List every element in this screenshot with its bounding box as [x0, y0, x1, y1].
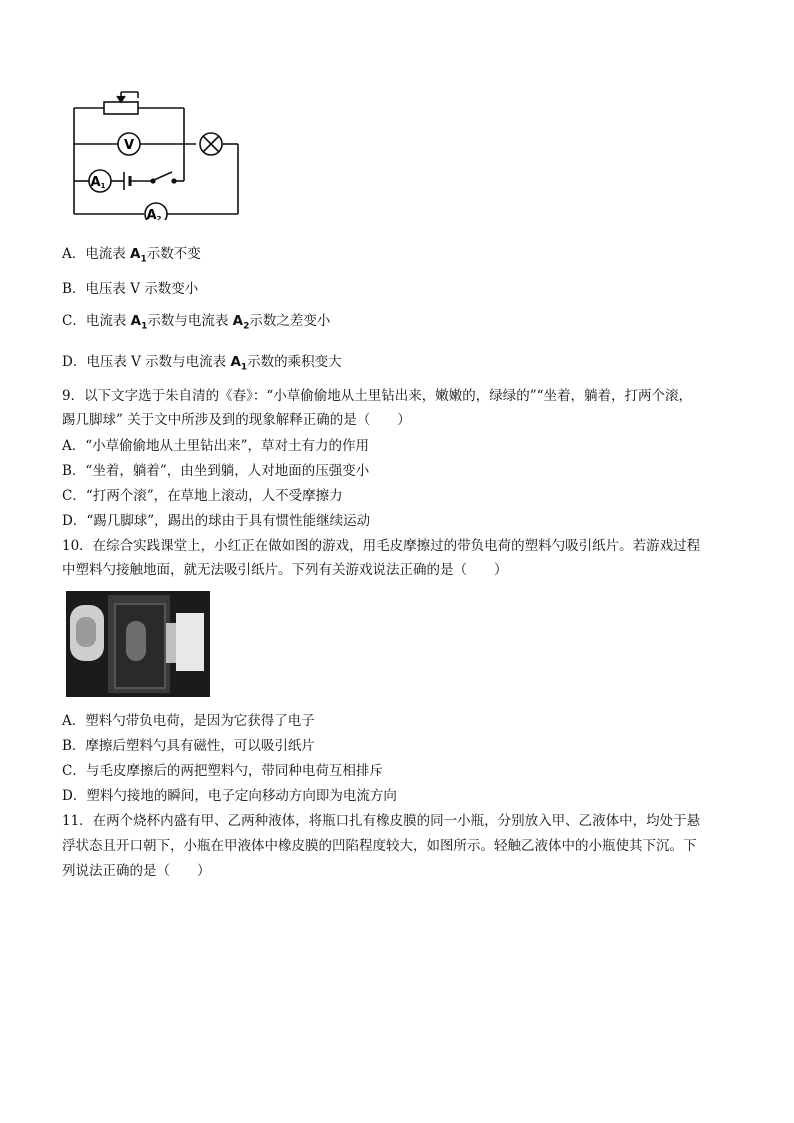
ammeter1-label: A1	[90, 175, 106, 190]
q10-option-a: A．塑料勺带负电荷，是因为它获得了电子	[62, 713, 315, 729]
q9-option-c: C．“打两个滚”，在草地上滚动，人不受摩擦力	[62, 488, 343, 504]
q11-stem-line3: 列说法正确的是（ ）	[62, 863, 211, 879]
circuit-diagram	[66, 84, 244, 220]
q10-stem-line1: 10．在综合实践课堂上，小红正在做如图的游戏，用毛皮摩擦过的带负电荷的塑料勺吸引纸片。若游戏过程	[62, 538, 701, 554]
voltmeter-label: V	[123, 138, 135, 153]
q9-stem-line1: 9．以下文字选于朱自清的《春》：“小草偷偷地从土里钻出来，嫩嫩的，绿绿的”“坐着，躺着，打两个滚，	[62, 388, 693, 404]
q9-option-b: B．“坐着，躺着”，由坐到躺，人对地面的压强变小	[62, 463, 370, 479]
q8-option-c: C．电流表 $A_1$示数与电流表 $A_2$示数之差变小	[62, 313, 331, 332]
q10-option-d: D．塑料勺接地的瞬间，电子定向移动方向即为电流方向	[62, 788, 397, 804]
q9-stem-line2: 踢几脚球” 关于文中所涉及到的现象解释正确的是（ ）	[62, 412, 411, 428]
ammeter2-label: A2	[146, 208, 162, 220]
q10-option-c: C．与毛皮摩擦后的两把塑料勺，带同种电荷互相排斥	[62, 763, 383, 779]
q8-option-b: B．电压表 V 示数变小	[62, 281, 199, 297]
q11-stem-line2: 浮状态且开口朝下，小瓶在甲液体中橡皮膜的凹陷程度较大，如图所示。轻触乙液体中的小瓶使其下沉。下	[62, 838, 697, 854]
q11-stem-line1: 11．在两个烧杯内盛有甲、乙两种液体，将瓶口扎有橡皮膜的同一小瓶，分别放入甲、乙液体中，均处于悬	[62, 813, 701, 829]
q9-option-d: D．“踢几脚球”，踢出的球由于具有惯性能继续运动	[62, 513, 371, 529]
q8-option-d: D．电压表 V 示数与电流表 $A_1$示数的乘积变大	[62, 354, 342, 373]
q10-stem-line2: 中塑料勺接触地面，就无法吸引纸片。下列有关游戏说法正确的是（ ）	[62, 562, 508, 578]
spoon-game-photo	[66, 591, 210, 697]
q10-option-b: B．摩擦后塑料勺具有磁性，可以吸引纸片	[62, 738, 315, 754]
q8-option-a: A．电流表 $A_1$示数不变	[62, 246, 201, 265]
q9-option-a: A．“小草偷偷地从土里钻出来”，草对土有力的作用	[62, 438, 370, 454]
